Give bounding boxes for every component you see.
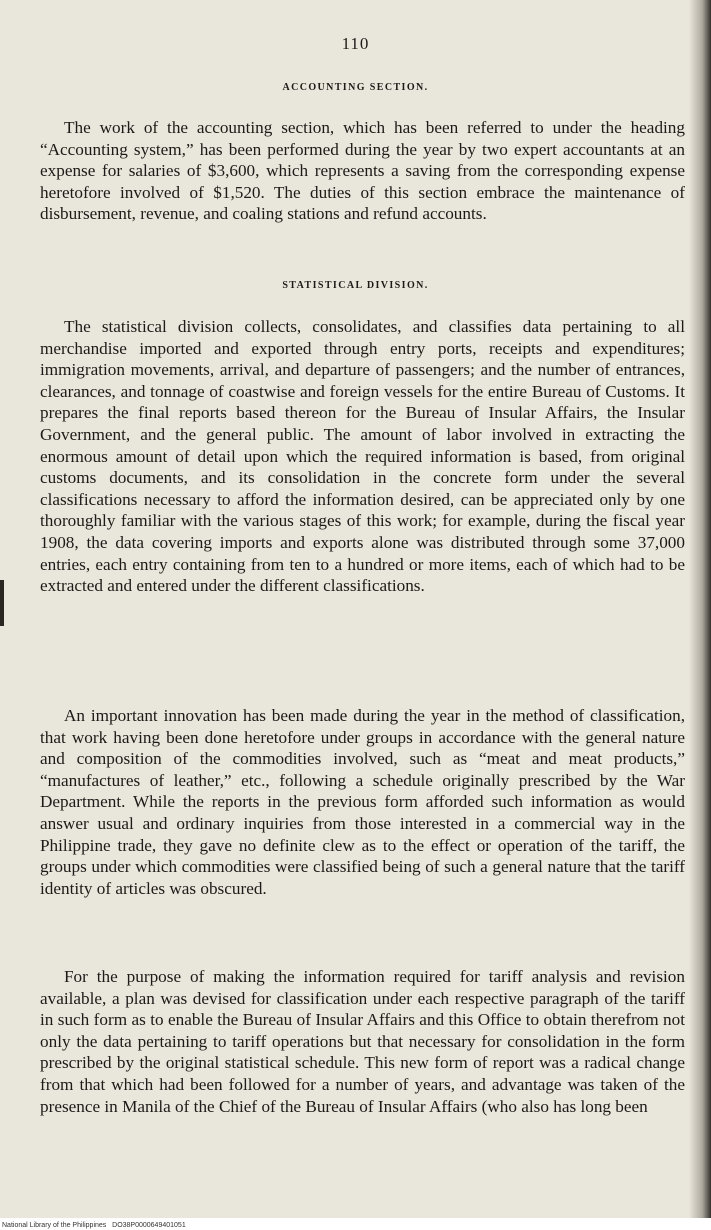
footer-code: DO38P0000649401051 (112, 1222, 186, 1229)
statistical-paragraph-2: An important innovation has been made during the year in the method of classification, that work having been done heretofore under groups in accordance with the general nature and composition of the commodities involved, such as “meat and meat products,” “manufactures of leather,” etc., following a schedule originally prescribed by the War Department. While the reports in the previous form afforded such information as would answer usual and ordinary inquiries from those interested in a commercial way in the Philippine trade, they gave no definite clew as to the effect or operation of the tariff, the groups under which commodities were classified being of such a general nature that the tariff identity of articles was obscured. (40, 706, 685, 898)
accounting-paragraph: The work of the accounting section, which has been referred to under the heading “Accounting system,” has been performed during the year by two expert accountants at an expense for salaries of $3,600, which represents a saving from the corresponding expense heretofore involved of $1,520. The duties of this section embrace the maintenance of disbursement, revenue, and coaling stations and refund accounts. (40, 118, 685, 224)
footer-library-name: National Library of the Philippines (2, 1222, 107, 1229)
scan-footer (0, 1218, 711, 1230)
scan-edge-mark (0, 580, 4, 626)
statistical-paragraph-3: For the purpose of making the information required for tariff analysis and revision available, a plan was devised for classification under each respective paragraph of the tariff in such form as to enable the Bureau of Insular Affairs and this Office to obtain therefrom not only the data pertaining to tariff operations but that necessary for consolidation in the form prescribed by the original statistical schedule. This new form of report was a radical change from that which had been followed for a number of years, and advantage was taken of the presence in Manila of the Chief of the Bureau of Insular Affairs (who also has long been (40, 967, 685, 1116)
binding-shadow (689, 0, 711, 1218)
statistical-division-heading: STATISTICAL DIVISION. (282, 280, 429, 291)
statistical-paragraph-1: The statistical division collects, consolidates, and classifies data pertaining to all merchandise imported and exported through entry ports, receipts and expenditures; immigration movements, arrival, and departure of passengers; and the number of entrances, clearances, and tonnage of coastwise and foreign vessels for the entire Bureau of Customs. It prepares the final reports based thereon for the Bureau of Insular Affairs, the Insular Government, and the general public. The amount of labor involved in extracting the enormous amount of detail upon which the required information is based, from original customs documents, and its consolidation in the concrete form under the several classifications necessary to afford the information desired, can be appreciated only by one thoroughly familiar with the various stages of this work; for example, during the fiscal year 1908, the data covering imports and exports alone was distributed through some 37,000 entries, each entry containing from ten to a hundred or more items, each of which had to be extracted and entered under the different classifications. (40, 317, 685, 596)
footer-library (2, 1222, 186, 1229)
page-number: 110 (341, 34, 370, 53)
accounting-section-heading: ACCOUNTING SECTION. (282, 82, 429, 93)
